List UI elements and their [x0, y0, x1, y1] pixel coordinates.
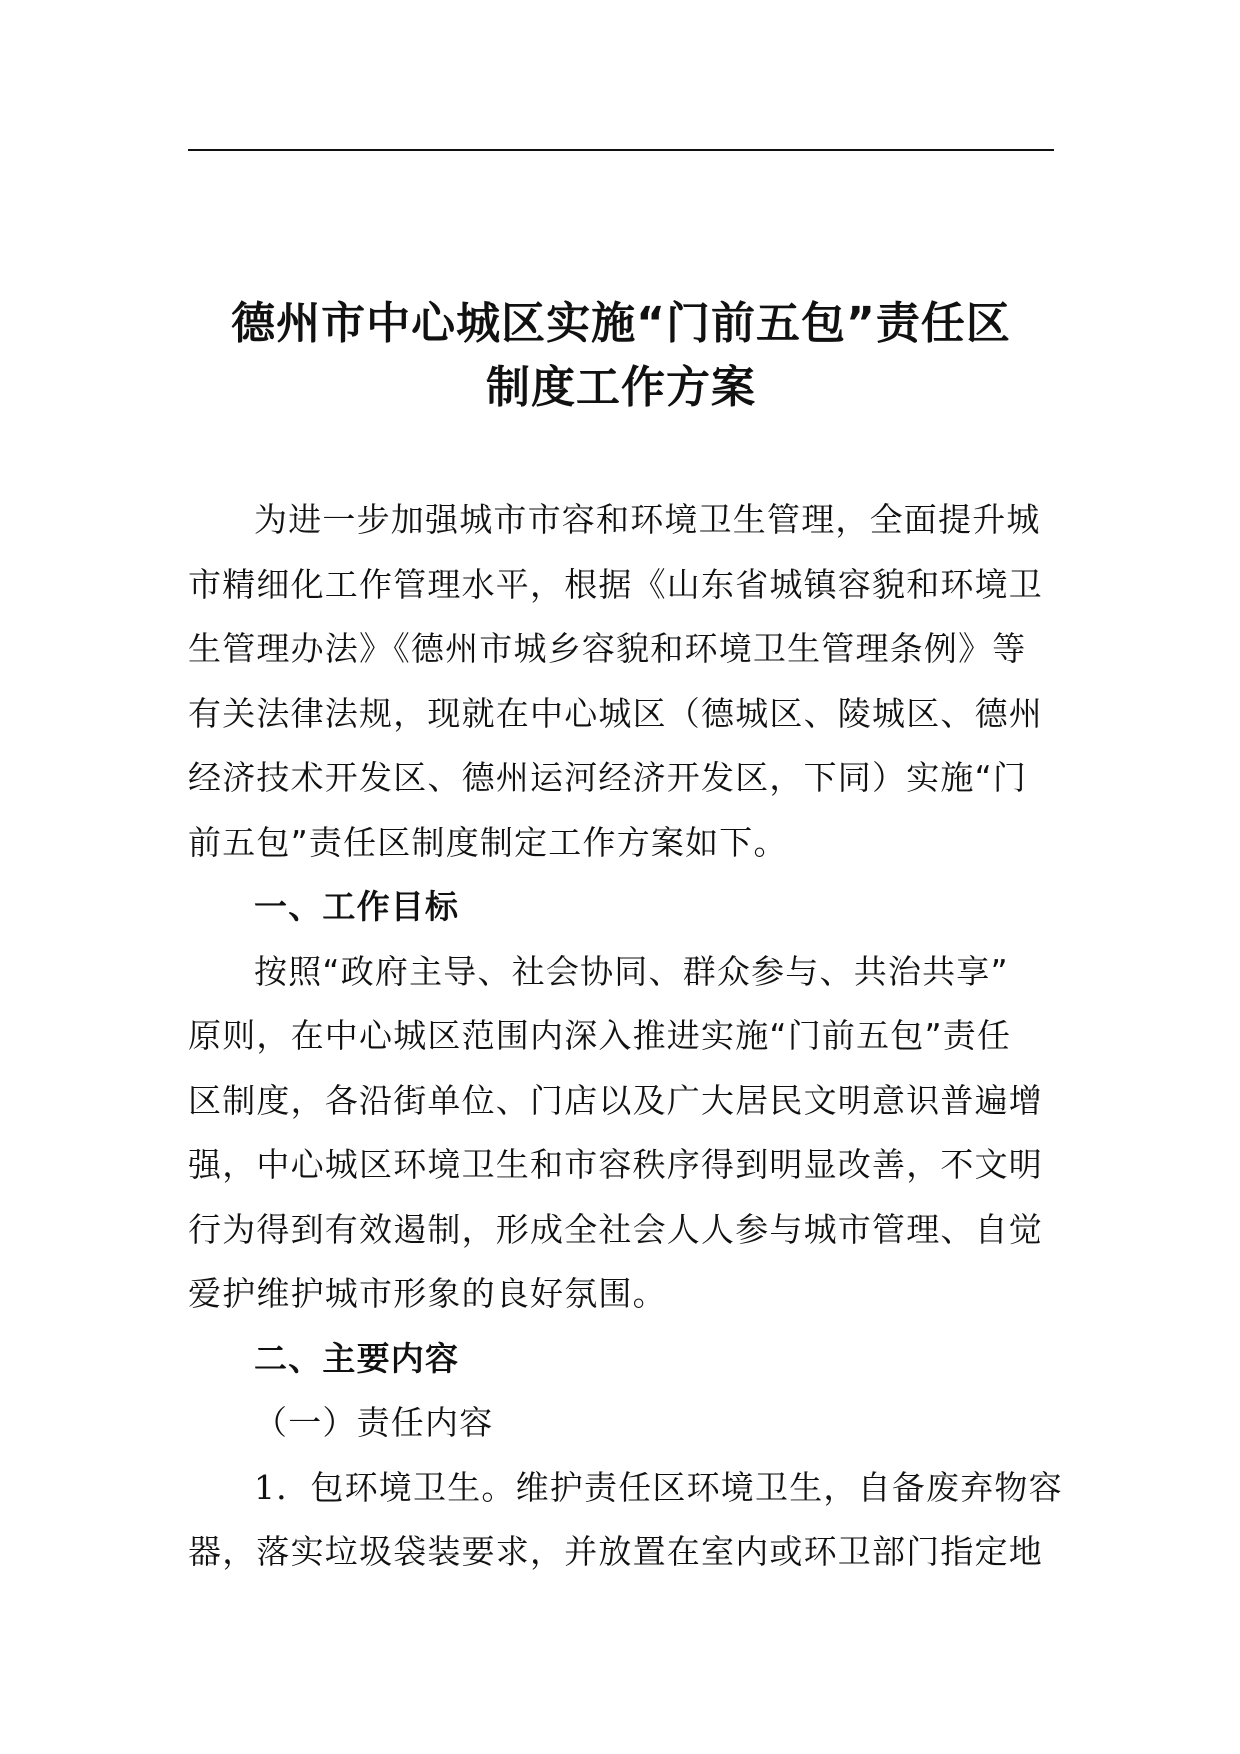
item-1-line: [188, 1456, 1063, 1521]
section-heading-content: 二、主要内容: [254, 1338, 460, 1378]
intro-line: 有关法律法规，现就在中心城区（德城区、陵城区、德州: [188, 693, 1043, 733]
intro-line: 生管理办法》《德州市城乡容貌和环境卫生管理条例》等: [188, 629, 1027, 668]
goals-line: 爱护维护城市形象的良好氛围。: [188, 1274, 667, 1313]
section-heading-goals: 一、工作目标: [254, 887, 460, 926]
title-line-1: 德州市中心城区实施“门前五包”责任区: [231, 298, 1011, 349]
intro-line: 为进一步加强城市市容和环境卫生管理，全面提升城: [254, 500, 1041, 539]
goals-line: 按照“政府主导、社会协同、群众参与、共治共享”: [254, 951, 1009, 991]
title-line-2: 制度工作方案: [486, 362, 756, 413]
goals-line: 原则，在中心城区范围内深入推进实施“门前五包”责任: [188, 1016, 1012, 1055]
goals-line: 区制度，各沿街单位、门店以及广大居民文明意识普遍增: [188, 1080, 1043, 1120]
intro-line: 前五包”责任区制度制定工作方案如下。: [188, 822, 788, 862]
intro-line: 市精细化工作管理水平，根据《山东省城镇容貌和环境卫: [188, 564, 1043, 604]
item-1-line: 器，落实垃圾袋装要求，并放置在室内或环卫部门指定地: [188, 1532, 1043, 1571]
goals-line: 行为得到有效遏制，形成全社会人人参与城市管理、自觉: [188, 1209, 1043, 1249]
item-1-number: 1: [254, 1467, 277, 1507]
goals-line: 强，中心城区环境卫生和市容秩序得到明显改善，不文明: [188, 1145, 1043, 1184]
document-title: [188, 292, 1054, 420]
header-rule: [188, 149, 1054, 151]
intro-paragraph: [188, 488, 1063, 1585]
subsection-heading-responsibility: （一）责任内容: [254, 1403, 494, 1442]
intro-line: 经济技术开发区、德州运河经济开发区，下同）实施“门: [188, 758, 1028, 797]
item-1-text: ．包环境卫生。维护责任区环境卫生，自备废弃物容: [276, 1467, 1063, 1507]
